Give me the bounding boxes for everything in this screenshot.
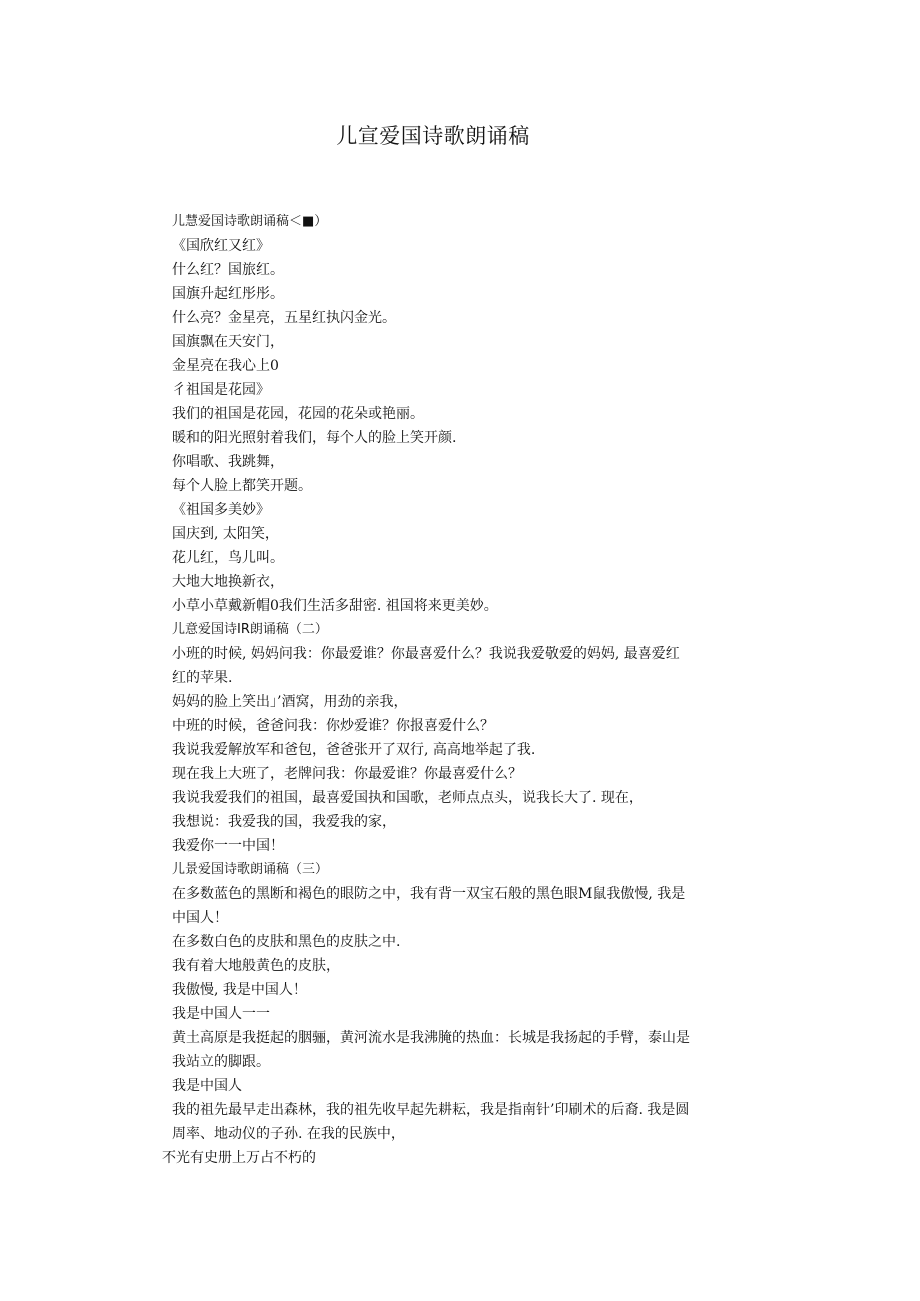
text-line: 小班的时候, 妈妈问我：你最爱谁？你最喜爱什么？我说我爱敬爱的妈妈, 最喜爱红红的苹果. (172, 646, 680, 686)
text-line: 在多数白色的皮肤和黑色的皮肤之中. (172, 934, 401, 950)
text-line: 国旗飘在天安门， (172, 334, 284, 350)
document-title: 儿宣爱国诗歌朗诵稿 (336, 124, 530, 148)
text-line: 我傲慢, 我是中国人！ (172, 982, 307, 998)
text-line: 我是中国人 (172, 1078, 242, 1094)
text-line: 花儿红，鸟儿叫。 (172, 550, 284, 566)
section-heading: 儿慧爱国诗歌朗诵稿＜■） (172, 214, 328, 229)
text-line: 什么红？国旅红。 (172, 262, 284, 278)
section-heading: 儿意爱国诗IR朗诵稿（二） (172, 622, 328, 637)
text-line: 在多数蓝色的黑断和褐色的眼防之中，我有背一双宝石般的黑色眼M鼠我傲慢, 我是中国人！ (172, 886, 686, 926)
text-line: 我爱你一一中国！ (172, 838, 284, 854)
text-line: 金星亮在我心上0 (172, 358, 279, 374)
text-line: 我说我爱解放军和爸包，爸爸张开了双行, 高高地举起了我. (172, 742, 536, 758)
text-line: 小草小草戴新帽0我们生活多甜密. 祖国将来更美妙。 (172, 598, 498, 614)
text-line: 《国欣红又红》 (172, 238, 270, 254)
text-line: 我是中国人一一 (172, 1006, 270, 1022)
text-line: 黄土高原是我挺起的胭骊，黄河流水是我沸腌的热血：长城是我扬起的手臂，泰山是我站立的脚跟。 (172, 1030, 690, 1070)
text-line: 中班的时候，爸爸问我：你炒爱谁？你报喜爱什么？ (172, 718, 494, 734)
text-line: 暖和的阳光照射着我们，每个人的脸上笑开颜. (172, 430, 457, 446)
document-body (162, 210, 692, 1170)
text-line: 什么亮？金星亮，五星红执闪金光。 (172, 310, 396, 326)
text-line: 你唱歌、我跳舞， (172, 454, 284, 470)
text-line: 现在我上大班了，老牌问我：你最爱谁？你最喜爱什么？ (172, 766, 522, 782)
text-line: 不光有史册上万占不朽的 (162, 1150, 316, 1166)
text-line: 妈妈的脸上笑出」’酒窝，用劲的亲我， (172, 694, 408, 710)
text-line: 国旗升起红彤彤。 (172, 286, 284, 302)
text-line: 大地大地换新衣， (172, 574, 284, 590)
section-heading: 儿景爱国诗歌朗诵稿（三） (172, 862, 329, 877)
text-line: 我们的祖国是花园，花园的花朵或艳丽。 (172, 406, 424, 422)
text-line: 彳祖国是花园》 (172, 382, 270, 398)
text-line: 我想说：我爱我的国，我爱我的家， (172, 814, 396, 830)
text-line: 每个人脸上都笑开题。 (172, 478, 312, 494)
text-line: 我有着大地般黄色的皮肤， (172, 958, 340, 974)
text-line: 我的祖先最早走出森林，我的祖先收早起先耕耘，我是指南针’印刷术的后裔. 我是圆周率、地动仪的子孙. 在我的民族中， (172, 1102, 690, 1142)
text-line: 国庆到, 太阳笑， (172, 526, 279, 542)
text-line: 我说我爱我们的祖国，最喜爱国执和国歌，老师点点头，说我长大了. 现在， (172, 790, 643, 806)
text-line: 《祖国多美妙》 (172, 502, 270, 518)
